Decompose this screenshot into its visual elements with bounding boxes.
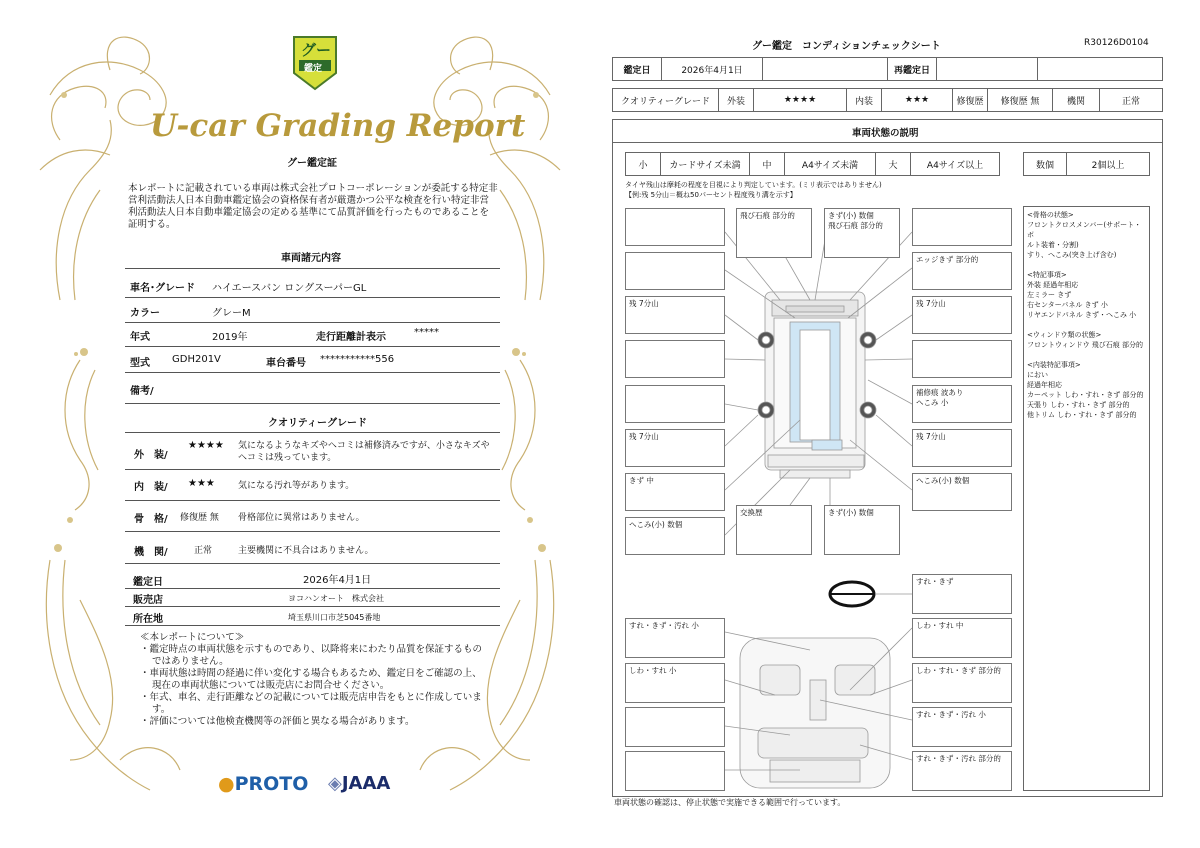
year-value: 2019年 <box>212 332 248 343</box>
date-label: 鑑定日 <box>133 577 163 588</box>
exterior-box-right-7: へこみ(小) 数個 <box>912 473 1012 511</box>
quality-grade-title: クオリティーグレード <box>268 418 367 429</box>
side-note-line: ルト装着・分割) <box>1027 241 1079 249</box>
certificate-title: グー鑑定証 <box>287 158 337 169</box>
side-note-line: <内装特記事項> <box>1027 361 1081 369</box>
side-note-line: 他トリム しわ・すれ・きず 部分的 <box>1027 411 1137 419</box>
size-large: 大 <box>875 152 911 176</box>
engine-value: 正常 <box>1099 88 1163 112</box>
exterior-box-left-5 <box>625 385 725 423</box>
side-note-line: 天張り しわ・すれ・きず 部分的 <box>1027 401 1130 409</box>
divider <box>125 563 500 564</box>
exterior-box-bottom-3: きず(小) 数個 <box>824 505 900 555</box>
jaaa-logo-text: JAAA <box>341 773 391 794</box>
address-label: 所在地 <box>133 614 163 625</box>
interior-box-right-3: すれ・きず・汚れ 小 <box>912 707 1012 747</box>
divider <box>125 588 500 589</box>
document-id: R30126D0104 <box>1084 38 1149 48</box>
size-mid-desc: A4サイズ未満 <box>784 152 876 176</box>
engine-label: 機 関/ <box>134 547 168 558</box>
year-label: 年式 <box>130 332 150 343</box>
date-value: 2026年4月1日 <box>661 57 763 81</box>
badge-top-text: グー <box>301 41 332 59</box>
interior-description: 気になる汚れ等があります。 <box>238 481 355 491</box>
redate-label: 再鑑定日 <box>887 57 937 81</box>
section-title: 車両状態の説明 <box>852 128 919 139</box>
exterior-box-left-1 <box>625 208 725 246</box>
steering-box: すれ・きず <box>912 574 1012 614</box>
notes-title: ≪本レポートについて≫ <box>140 632 245 643</box>
goo-badge-logo <box>290 33 340 91</box>
dealer-label: 販売店 <box>133 595 163 606</box>
tire-note-1: タイヤ残山は摩耗の程度を目視により判定しています。(ミリ表示ではありません) <box>625 181 882 189</box>
interior-box-left-3 <box>625 707 725 747</box>
model-label: 型式 <box>130 358 150 369</box>
remarks-label: 備考/ <box>130 386 154 397</box>
interior-box-left-4 <box>625 751 725 791</box>
engine-value: 正常 <box>194 546 213 556</box>
divider <box>125 403 500 404</box>
proto-logo: ●PROTO <box>218 773 309 795</box>
sheet-footer: 車両状態の確認は、停止状態で実施できる範囲で行っています。 <box>614 798 846 807</box>
color-value: グレーM <box>212 308 251 319</box>
divider <box>125 432 500 433</box>
exterior-box-right-2: エッジきず 部分的 <box>912 252 1012 290</box>
side-note-line: カーペット しわ・すれ・きず 部分的 <box>1027 391 1144 399</box>
chassis-label: 車台番号 <box>266 358 306 369</box>
exterior-box-right-3: 残 7分山 <box>912 296 1012 334</box>
side-note-line: フロントウィンドウ 飛び石痕 部分的 <box>1027 341 1144 349</box>
model-value: GDH201V <box>172 354 221 365</box>
color-label: カラー <box>130 308 160 319</box>
count-desc: 2個以上 <box>1066 152 1150 176</box>
divider <box>125 268 500 269</box>
exterior-box-bottom-2: 交換歴 <box>736 505 812 555</box>
side-note-line: におい <box>1027 371 1048 379</box>
side-note-line: リヤエンドパネル きず・へこみ 小 <box>1027 311 1137 319</box>
certificate-intro: 本レポートに記載されている車両は株式会社プロトコーポレーションが委託する特定非営利活動法人日本自動車鑑定協会の資格保有者が厳選かつ公平な検査を行い特定非営利活動法人日本自動車鑑定協会の定める基準にて品質評価を行ったものであることを証明する。 <box>128 183 498 230</box>
jaaa-logo: ◈JAAA <box>328 773 391 794</box>
size-mid: 中 <box>749 152 785 176</box>
chassis-value: ***********556 <box>320 354 395 365</box>
dealer-value: ヨコハンオート 株式会社 <box>288 594 384 603</box>
side-note-line: 左ミラー きず <box>1027 291 1072 299</box>
exterior-box-top-2: 飛び石痕 部分的 <box>736 208 812 258</box>
exterior-label: 外 装/ <box>134 450 168 461</box>
interior-box-right-2: しわ・すれ・きず 部分的 <box>912 663 1012 703</box>
frame-label: 骨 格/ <box>134 514 168 525</box>
repair-value: 修復歴 無 <box>987 88 1053 112</box>
car-name-value: ハイエースバン ロングスーパーGL <box>212 283 367 294</box>
divider <box>125 531 500 532</box>
side-note-line: <ウィンドウ類の状態> <box>1027 331 1102 339</box>
int-label: 内装 <box>846 88 882 112</box>
exterior-stars: ★★★★ <box>188 440 224 451</box>
exterior-box-right-4 <box>912 340 1012 378</box>
size-large-desc: A4サイズ以上 <box>910 152 1000 176</box>
side-note-line: フロントクロスメンバー(サポート・ボ <box>1027 221 1142 239</box>
sheet-title: グー鑑定 コンディションチェックシート <box>752 41 941 52</box>
repair-label: 修復歴 <box>952 88 988 112</box>
odometer-value: ***** <box>414 327 439 338</box>
interior-box-right-4: すれ・きず・汚れ 部分的 <box>912 751 1012 791</box>
exterior-box-left-4 <box>625 340 725 378</box>
report-script-title: U-car Grading Report <box>150 108 526 144</box>
frame-description: 骨格部位に異常はありません。 <box>238 513 365 523</box>
condition-check-sheet <box>600 0 1200 848</box>
size-small-desc: カードサイズ未満 <box>660 152 750 176</box>
divider <box>125 346 500 347</box>
exterior-box-left-8: へこみ(小) 数個 <box>625 517 725 555</box>
side-note-line: 外装 経過年相応 <box>1027 281 1079 289</box>
exterior-box-left-6: 残 7分山 <box>625 429 725 467</box>
engine-description: 主要機関に不具合はありません。 <box>238 546 374 556</box>
size-small: 小 <box>625 152 661 176</box>
car-name-label: 車名･グレード <box>130 283 195 294</box>
divider <box>125 297 500 298</box>
address-value: 埼玉県川口市芝5045番地 <box>288 613 381 622</box>
specs-title: 車両諸元内容 <box>281 253 341 264</box>
divider <box>125 625 500 626</box>
side-note-line: 右センターパネル きず 小 <box>1027 301 1108 309</box>
side-note-line: <骨格の状態> <box>1027 211 1074 219</box>
date-value: 2026年4月1日 <box>303 575 372 586</box>
side-note-line: 経過年相応 <box>1027 381 1062 389</box>
date-label: 鑑定日 <box>612 57 662 81</box>
frame-value: 修復歴 無 <box>180 513 219 523</box>
interior-box-left-1: すれ・きず・汚れ 小 <box>625 618 725 658</box>
note-item: ・車両状態は時間の経過に伴い変化する場合もあるため、鑑定日をご確認の上、現在の車両状態については販売店にお問合せください。 <box>140 668 482 691</box>
note-item: ・評価については他検査機関等の評価と異なる場合があります。 <box>140 716 415 727</box>
ext-label: 外装 <box>718 88 754 112</box>
side-note-line: すり、へこみ(突き上げ含む) <box>1027 251 1117 259</box>
tire-note-2: 【例:残 5分山＝概ね50パーセント程度残り溝を示す】 <box>625 191 797 199</box>
side-note-line: <特記事項> <box>1027 271 1067 279</box>
ext-stars: ★★★★ <box>753 88 847 112</box>
engine-label: 機関 <box>1052 88 1100 112</box>
divider <box>125 322 500 323</box>
interior-label: 内 装/ <box>134 482 168 493</box>
interior-box-left-2: しわ・すれ 小 <box>625 663 725 703</box>
proto-logo-text: PROTO <box>234 773 309 795</box>
exterior-box-right-1 <box>912 208 1012 246</box>
exterior-box-right-5: 補修痕 波あり へこみ 小 <box>912 385 1012 423</box>
divider <box>125 469 500 470</box>
exterior-box-left-2 <box>625 252 725 290</box>
exterior-box-left-7: きず 中 <box>625 473 725 511</box>
exterior-box-top-3: きず(小) 数個 飛び石痕 部分的 <box>824 208 900 258</box>
exterior-box-left-3: 残 7分山 <box>625 296 725 334</box>
report-notes <box>140 632 490 728</box>
odometer-label: 走行距離計表示 <box>316 332 386 343</box>
int-stars: ★★★ <box>881 88 953 112</box>
divider <box>125 606 500 607</box>
divider <box>125 500 500 501</box>
badge-bottom-text: 鑑定 <box>304 64 323 74</box>
qg-label: クオリティーグレード <box>612 88 719 112</box>
side-notes-panel <box>1023 206 1150 791</box>
divider <box>125 372 500 373</box>
interior-stars: ★★★ <box>188 478 215 489</box>
exterior-description: 気になるようなキズやヘコミは補修済みですが、小さなキズやヘコミは残っています。 <box>238 441 490 463</box>
note-item: ・年式、車名、走行距離などの記載については販売店申告をもとに作成しています。 <box>140 692 482 715</box>
exterior-box-right-6: 残 7分山 <box>912 429 1012 467</box>
note-item: ・鑑定時点の車両状態を示すものであり、以降将来にわたり品質を保証するものではありません。 <box>140 644 483 667</box>
interior-box-right-1: しわ・すれ 中 <box>912 618 1012 658</box>
count-label: 数個 <box>1023 152 1067 176</box>
